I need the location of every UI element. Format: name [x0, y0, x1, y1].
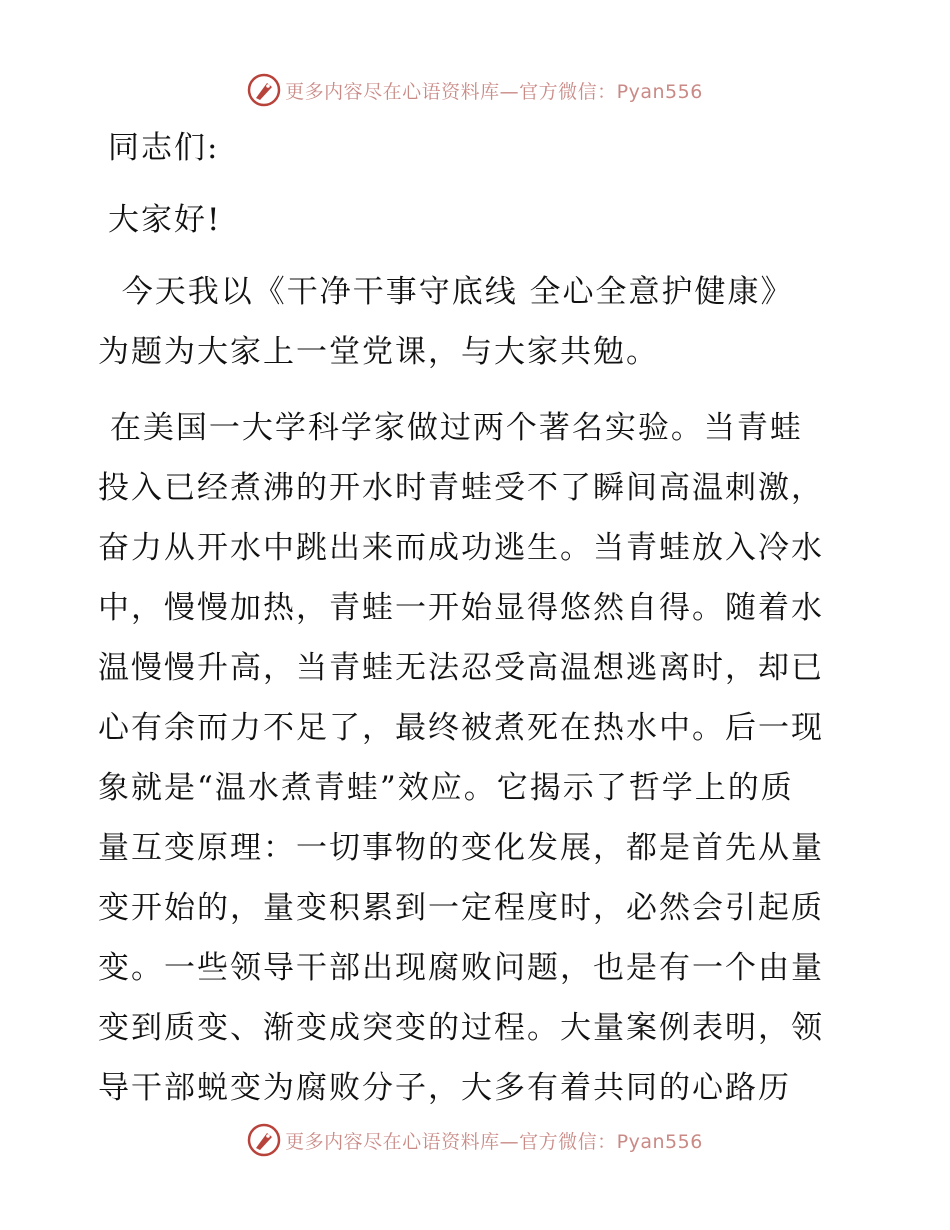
text-line: 量互变原理：一切事物的变化发展，都是首先从量: [98, 830, 824, 866]
text-line: 奋力从开水中跳出来而成功逃生。当青蛙放入冷水: [98, 530, 824, 566]
text-line: 心有余而力不足了，最终被煮死在热水中。后一现: [98, 710, 824, 746]
watermark-text: 更多内容尽在心语资料库—官方微信：Pyan556: [285, 1130, 703, 1153]
text-line: 今天我以《干净干事守底线 全心全意护健康》: [98, 274, 794, 310]
main-paragraph: [98, 398, 858, 1118]
text-line: 温慢慢升高，当青蛙无法忍受高温想逃离时，却已: [98, 650, 824, 686]
text-line: 中，慢慢加热，青蛙一开始显得悠然自得。随着水: [98, 590, 824, 626]
text-line: 为题为大家上一堂党课，与大家共勉。: [98, 334, 659, 370]
text-line: 变。一些领导干部出现腐败问题，也是有一个由量: [98, 950, 824, 986]
intro-paragraph: [98, 262, 858, 382]
pen-nib-logo-icon: [247, 1123, 281, 1157]
pen-nib-logo-icon: [247, 73, 281, 107]
text-line: 在美国一大学科学家做过两个著名实验。当青蛙: [98, 410, 803, 446]
text-line: 投入已经煮沸的开水时青蛙受不了瞬间高温刺激，: [98, 470, 824, 506]
text-line: 变到质变、渐变成突变的过程。大量案例表明，领: [98, 1010, 824, 1046]
text-line: 导干部蜕变为腐败分子，大多有着共同的心路历: [98, 1070, 791, 1106]
greeting: 大家好!: [108, 202, 222, 238]
text-line: 变开始的，量变积累到一定程度时，必然会引起质: [98, 890, 824, 926]
document-body: [98, 122, 858, 1118]
footer-watermark: [0, 1120, 950, 1160]
watermark-text: 更多内容尽在心语资料库—官方微信：Pyan556: [285, 80, 703, 103]
salutation: 同志们:: [108, 130, 220, 166]
text-line: 象就是“温水煮青蛙”效应。它揭示了哲学上的质: [98, 770, 794, 806]
header-watermark: [0, 70, 950, 110]
